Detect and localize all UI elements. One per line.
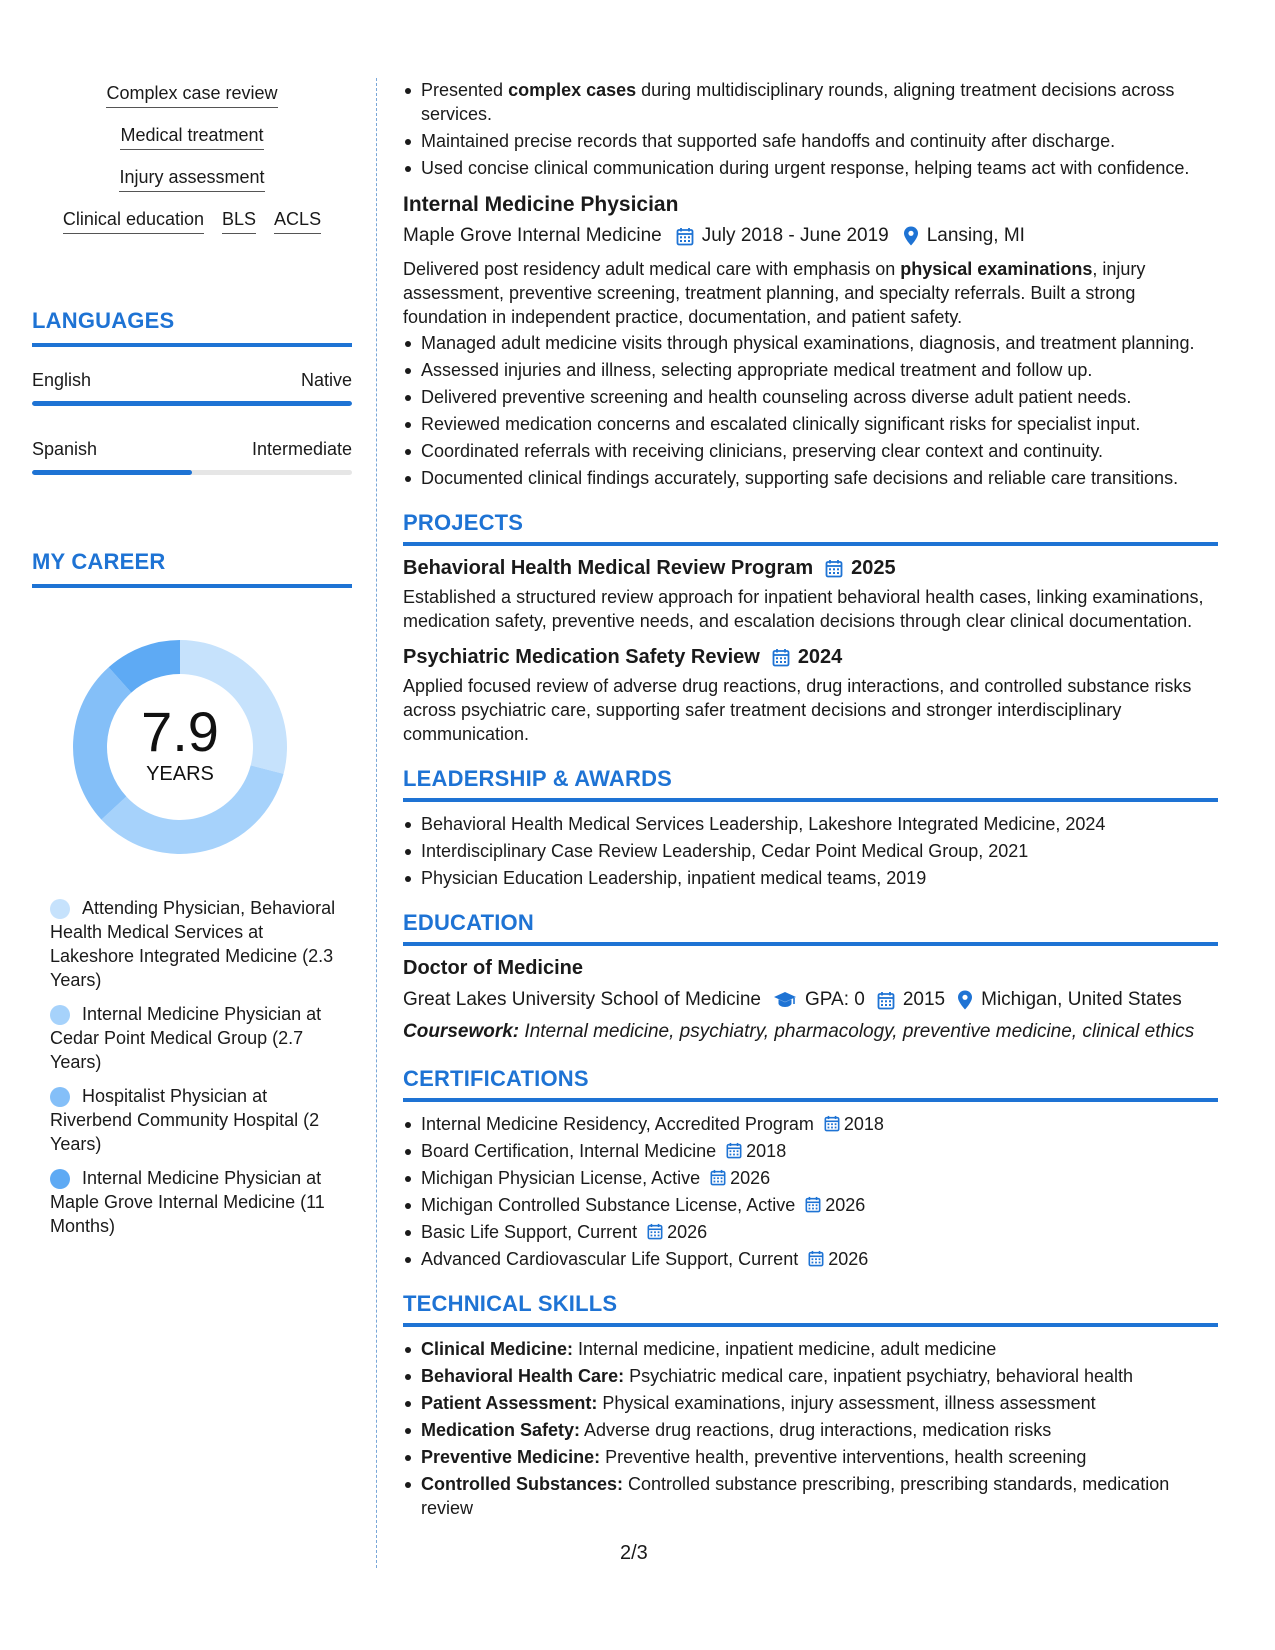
job-bullets <box>403 331 1218 490</box>
skill-tag: Clinical education <box>63 208 204 234</box>
language-item <box>32 369 352 406</box>
calendar-icon <box>824 1115 840 1132</box>
career-legend-label: Attending Physician, Behavioral Health Medical Services at Lakeshore Integrated Medicine (2.3 Years) <box>50 898 336 990</box>
certification-item: Basic Life Support, Current 2026 <box>403 1220 1218 1244</box>
calendar-icon <box>726 1142 742 1159</box>
section-rule <box>403 942 1218 946</box>
certification-item: Michigan Controlled Substance License, Active 2026 <box>403 1193 1218 1217</box>
bullet-item: Presented complex cases during multidisciplinary rounds, aligning treatment decisions across services. <box>403 78 1218 126</box>
language-name: Spanish <box>32 439 98 459</box>
technical-skills-section <box>403 1291 1218 1520</box>
company-name: Maple Grove Internal Medicine <box>403 225 662 246</box>
bullet-item: Maintained precise records that supported safe handoffs and continuity after discharge. <box>403 129 1218 153</box>
skill-item: Medication Safety: Adverse drug reactions, drug interactions, medication risks <box>403 1418 1218 1442</box>
language-name: English <box>32 370 92 390</box>
project-description: Established a structured review approach for inpatient behavioral health cases, linking examinations, medication safety, preventive needs, and escalation decisions through clear clinical documentation. <box>403 587 1204 631</box>
project-year: 2025 <box>851 557 896 579</box>
language-level: Native <box>300 370 352 390</box>
job-meta <box>403 224 1218 248</box>
legend-dot <box>50 899 70 919</box>
calendar-icon <box>825 559 843 578</box>
certification-list <box>403 1112 1218 1271</box>
leadership-section <box>403 766 1218 890</box>
bullet-item: Managed adult medicine visits through physical examinations, diagnosis, and treatment planning. <box>403 331 1218 355</box>
project-name: Psychiatric Medication Safety Review <box>403 646 760 668</box>
section-title: LANGUAGES <box>32 308 175 333</box>
career-total-unit: YEARS <box>146 762 214 785</box>
career-donut-chart <box>65 632 295 862</box>
section-rule <box>32 584 352 588</box>
bullet-item: Documented clinical findings accurately, supporting safe decisions and reliable care transitions. <box>403 466 1218 490</box>
skill-item: Controlled Substances: Controlled substance prescribing, prescribing standards, medication review <box>403 1472 1218 1520</box>
bullet-item: Behavioral Health Medical Services Leadership, Lakeshore Integrated Medicine, 2024 <box>403 812 1218 836</box>
map-pin-icon <box>903 226 919 246</box>
projects-section <box>403 510 1218 746</box>
calendar-icon <box>710 1169 726 1186</box>
section-title: EDUCATION <box>403 910 534 935</box>
certification-item: Internal Medicine Residency, Accredited Program 2018 <box>403 1112 1218 1136</box>
certification-item: Board Certification, Internal Medicine 2018 <box>403 1139 1218 1163</box>
project-description: Applied focused review of adverse drug reactions, drug interactions, and controlled substance risks across psychiatric care, supporting safer treatment decisions and stronger interdisciplinary communication. <box>403 676 1192 744</box>
skill-item: Clinical Medicine: Internal medicine, inpatient medicine, adult medicine <box>403 1337 1218 1361</box>
bullet-item: Physician Education Leadership, inpatient medical teams, 2019 <box>403 866 1218 890</box>
section-title: TECHNICAL SKILLS <box>403 1291 618 1316</box>
graduation-cap-icon <box>773 991 797 1009</box>
career-total-years: 7.9 <box>141 699 219 763</box>
calendar-icon <box>805 1196 821 1213</box>
career-legend-label: Internal Medicine Physician at Maple Grove Internal Medicine (11 Months) <box>50 1168 325 1236</box>
bullet-item: Coordinated referrals with receiving clinicians, preserving clear context and continuity. <box>403 439 1218 463</box>
language-bar-fill <box>32 470 192 475</box>
bullet-item: Assessed injuries and illness, selecting appropriate medical treatment and follow up. <box>403 358 1218 382</box>
skill-item: Patient Assessment: Physical examinations, injury assessment, illness assessment <box>403 1391 1218 1415</box>
education-meta <box>403 988 1218 1012</box>
sidebar <box>32 82 352 1248</box>
previous-job-bullets <box>403 78 1218 180</box>
career-legend-item <box>50 896 340 992</box>
main-column <box>403 78 1218 1523</box>
language-bar <box>32 470 352 475</box>
experience-entry <box>403 192 1218 490</box>
section-title: MY CAREER <box>32 549 166 574</box>
section-title: CERTIFICATIONS <box>403 1066 589 1091</box>
school-name: Great Lakes University School of Medicine <box>403 989 761 1010</box>
certification-item: Michigan Physician License, Active 2026 <box>403 1166 1218 1190</box>
calendar-icon <box>772 648 790 667</box>
section-rule <box>403 798 1218 802</box>
language-level: Intermediate <box>251 439 352 459</box>
career-legend-label: Hospitalist Physician at Riverbend Community Hospital (2 Years) <box>50 1086 320 1154</box>
bullet-item: Interdisciplinary Case Review Leadership, Cedar Point Medical Group, 2021 <box>403 839 1218 863</box>
calendar-icon <box>647 1223 663 1240</box>
language-bar <box>32 401 352 406</box>
section-rule <box>403 1323 1218 1327</box>
bullet-item: Used concise clinical communication during urgent response, helping teams act with confidence. <box>403 156 1218 180</box>
map-pin-icon <box>957 990 973 1010</box>
section-title: LEADERSHIP & AWARDS <box>403 766 673 791</box>
career-legend-item <box>50 1002 340 1074</box>
skills-list <box>403 1337 1218 1520</box>
calendar-icon <box>877 991 895 1010</box>
career-legend-item <box>50 1166 340 1238</box>
project-entry <box>403 556 1218 633</box>
section-rule <box>32 343 352 347</box>
certification-item: Advanced Cardiovascular Life Support, Current 2026 <box>403 1247 1218 1271</box>
gpa: GPA: 0 <box>805 989 865 1010</box>
job-title: Internal Medicine Physician <box>403 193 679 216</box>
project-name: Behavioral Health Medical Review Program <box>403 557 814 579</box>
school-location: Michigan, United States <box>981 989 1182 1010</box>
leadership-list <box>403 812 1218 890</box>
job-summary: Delivered post residency adult medical care with emphasis on physical examinations, injury assessment, preventive screening, treatment planning, and specialty referrals. Built a strong foundation in independent practice, documentation, and patient safety. <box>403 259 1146 327</box>
tag-row <box>106 82 277 108</box>
skill-tag: BLS <box>222 208 256 234</box>
coursework: Coursework: Internal medicine, psychiatry, pharmacology, preventive medicine, clinical ethics <box>403 1021 1195 1042</box>
skill-tags <box>32 82 352 250</box>
column-divider <box>376 78 377 1568</box>
section-rule <box>403 1098 1218 1102</box>
legend-dot <box>50 1005 70 1025</box>
language-bar-fill <box>32 401 352 406</box>
skill-tag: Injury assessment <box>119 166 264 192</box>
page-number: 2/3 <box>620 1542 648 1564</box>
project-year: 2024 <box>797 646 843 668</box>
legend-dot <box>50 1169 70 1189</box>
section-rule <box>403 542 1218 546</box>
section-title: PROJECTS <box>403 510 524 535</box>
bullet-item: Delivered preventive screening and health counseling across diverse adult patient needs. <box>403 385 1218 409</box>
calendar-icon <box>676 227 694 246</box>
education-section <box>403 910 1218 1044</box>
job-location: Lansing, MI <box>926 225 1025 246</box>
tag-row <box>119 166 264 192</box>
skill-tag: Medical treatment <box>120 124 263 150</box>
certifications-section <box>403 1066 1218 1271</box>
donut-center <box>65 632 295 862</box>
languages-section <box>32 308 352 475</box>
tag-row <box>120 124 263 150</box>
language-item <box>32 438 352 475</box>
job-dates: July 2018 - June 2019 <box>701 225 889 246</box>
bullet-item: Reviewed medication concerns and escalated clinically significant risks for specialist input. <box>403 412 1218 436</box>
career-legend-item <box>50 1084 340 1156</box>
tag-row <box>63 208 321 234</box>
skill-tag: Complex case review <box>106 82 277 108</box>
degree-name: Doctor of Medicine <box>403 957 584 979</box>
skill-tag: ACLS <box>274 208 321 234</box>
skill-item: Preventive Medicine: Preventive health, preventive interventions, health screening <box>403 1445 1218 1469</box>
career-section <box>32 549 352 1238</box>
career-legend <box>50 896 340 1238</box>
graduation-year: 2015 <box>902 989 946 1010</box>
project-entry <box>403 645 1218 746</box>
calendar-icon <box>808 1250 824 1267</box>
skill-item: Behavioral Health Care: Psychiatric medical care, inpatient psychiatry, behavioral health <box>403 1364 1218 1388</box>
legend-dot <box>50 1087 70 1107</box>
career-legend-label: Internal Medicine Physician at Cedar Point Medical Group (2.7 Years) <box>50 1004 322 1072</box>
